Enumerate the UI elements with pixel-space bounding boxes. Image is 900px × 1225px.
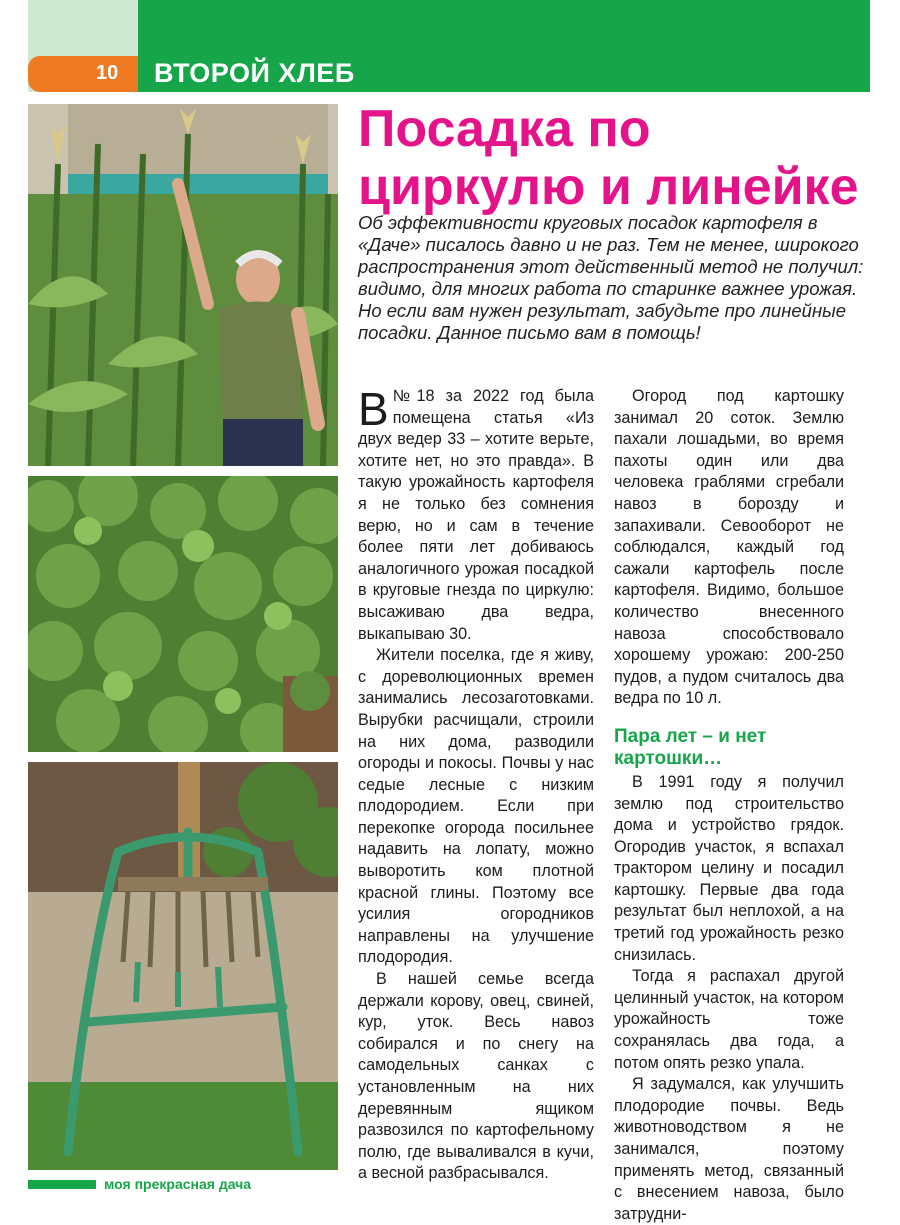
page-number: 10 — [96, 62, 119, 84]
footer-bar — [28, 1180, 96, 1189]
paragraph: Жители поселка, где я живу, с дореволюционных времен занимались лесозаготовками. Вырубки расчищали, строили на них дома, разводили огороды и покосы. Почвы у нас седые лесные с низким плодородием. Если при перекопке огорода посильнее надавить на лопату, можно выворотить ком плотной красной глины. Поэтому все усилия огородников направлены на улучшение плодородия. — [358, 646, 594, 967]
paragraph: В нашей семье всегда держали корову, овец, свиней, кур, уток. Весь навоз собирался и по снегу на самодельных санках с установленным на них деревянным ящиком развозился по картофельному полю, где вываливался в кучи, а весной разбрасывался. — [358, 970, 594, 1183]
text-column-2 — [614, 386, 844, 1225]
drop-cap: В — [358, 383, 389, 435]
magazine-name: моя прекрасная дача — [104, 1176, 252, 1192]
section-title: ВТОРОЙ ХЛЕБ — [154, 58, 355, 88]
paragraph-text: №18 за 2022 год была помещена статья «Из двух ведер 33 – хотите верьте, хотите нет, но это правда». В такую урожайность картофеля я не только без сомнения верю, но и сам в течение более пяти лет добиваюсь аналогичного урожая посадкой в круговые гнезда по циркулю: высаживаю два ведра, выкапываю 30. — [358, 387, 594, 643]
man-corn-photo — [28, 104, 338, 466]
subheading: Пара лет – и нет картошки… — [614, 725, 767, 769]
garden-tool-photo — [28, 762, 338, 1170]
paragraph: В 1991 году я получил землю под строительство дома и устройство грядок. Огородив участок, я вспахал трактором целину и посадил картошку. Первые два года результат был неплохой, а на третий год урожайность резко снизилась. — [614, 772, 844, 964]
article-title: Посадка по циркулю и линейке — [358, 100, 859, 216]
paragraph: Тогда я распахал другой целинный участок, на котором урожайность тоже сохранялась два года, а потом опять резко упала. — [614, 967, 844, 1072]
paragraph — [358, 383, 594, 645]
article-lead: Об эффективности круговых посадок картофеля в «Даче» писалось давно и не раз. Тем не менее, широкого распространения этот действенный метод не получил: видимо, для многих работа по старинке важнее урожая. Но если вам нужен результат, забудьте про линейные посадки. Данное письмо вам в помощь! — [358, 212, 864, 343]
text-column-1 — [358, 383, 594, 1185]
paragraph: Огород под картошку занимал 20 соток. Землю пахали лошадьми, во время пахоты один или два человека граблями сгребали навоз в борозду и запахивали. Севооборот не соблюдался, каждый год сажали картофель после картофеля. Видимо, большое количество внесенного навоза способствовало хорошему урожаю: 200-250 пудов, а пудом считалось два ведра по 10 л. — [614, 387, 844, 708]
paragraph: Я задумался, как улучшить плодородие почвы. Ведь животноводством я не занимался, поэтому применять метод, связанный с внесением навоза, было затрудни- — [614, 1075, 844, 1223]
potato-field-photo — [28, 476, 338, 752]
page-number-tab — [28, 56, 138, 92]
